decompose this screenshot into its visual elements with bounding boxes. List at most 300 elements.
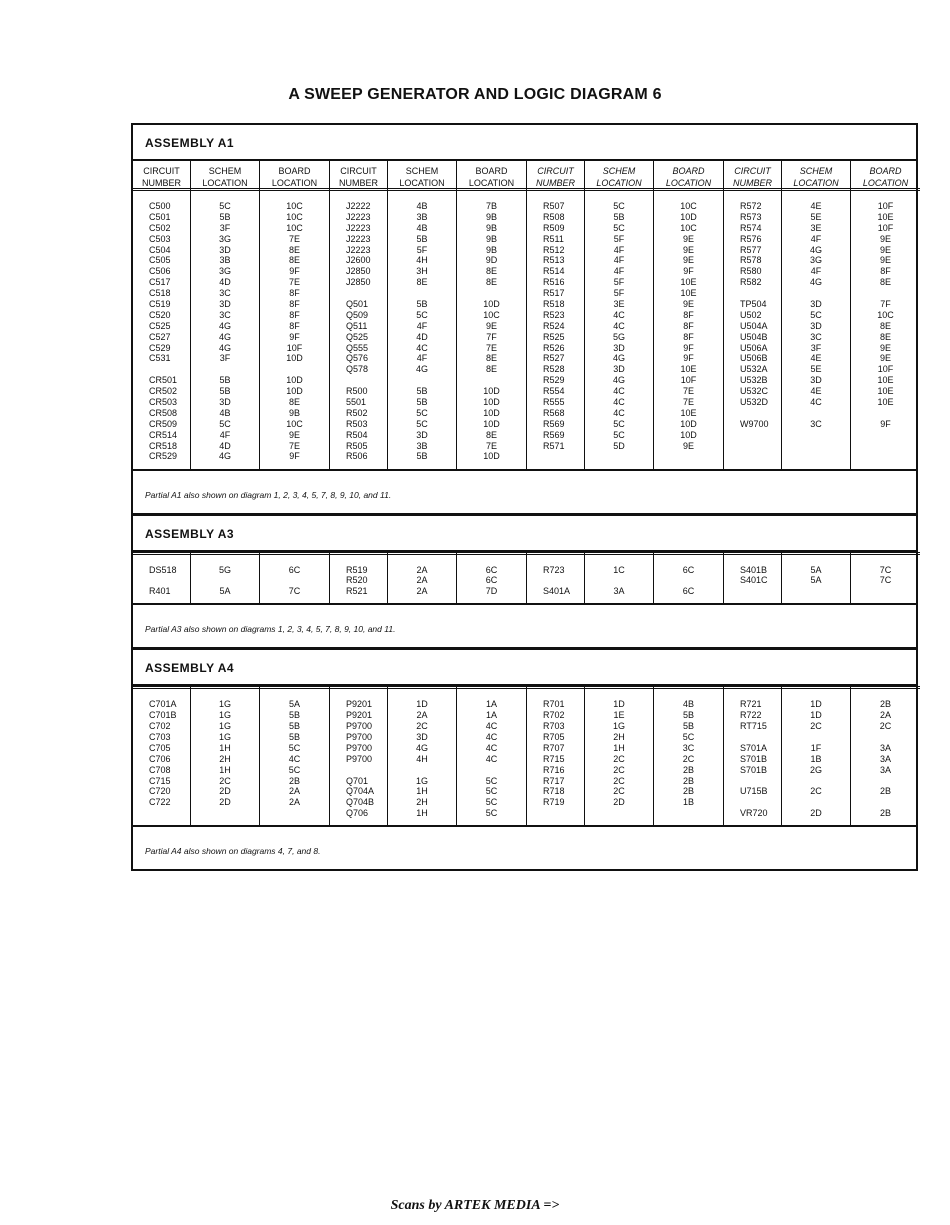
table-cell: 10E [680,277,697,288]
table-cell: 5B [416,397,428,408]
table-cell: C505 [149,255,171,266]
table-cell: 1B [682,797,694,808]
table-cell: 4C [416,342,428,353]
table-cell: 10E [877,386,894,397]
table-cell: 7E [288,440,300,451]
table-cell: 3D [219,299,231,310]
board-column [260,161,329,469]
circuit-column [527,552,585,604]
column-group [133,686,330,825]
table-cell: R572 [740,201,762,211]
table-cell: 5C [613,201,625,211]
table-cell: C500 [149,201,171,211]
table-cell: 7C [879,564,892,575]
table-cell [851,408,920,419]
table-cell: 7C [288,586,301,597]
table-cell [782,776,850,787]
table-cell [585,575,653,586]
table-cell: R528 [543,364,565,375]
table-cell: 10F [877,222,894,233]
page-title: A SWEEP GENERATOR AND LOGIC DIAGRAM 6 [288,86,662,103]
table-cell: 3E [810,222,822,233]
table-cell: R582 [740,277,762,288]
table-cell: S701B [740,753,768,764]
table-cell: 1A [485,699,497,710]
assembly-name: ASSEMBLY A3 [145,526,235,541]
table-cell: R703 [543,721,565,732]
table-cell: J2850 [346,277,371,288]
table-cell: U506A [740,342,768,353]
table-cell [654,575,723,586]
table-cell: CR518 [149,440,178,451]
table-cell: 9B [485,233,497,244]
table-cell: R507 [543,201,565,211]
table-cell: 4G [612,375,625,386]
table-cell: R520 [346,575,368,586]
table-cell: 10D [680,418,697,429]
table-cell: 4F [613,244,625,255]
table-cell: 2A [416,564,428,575]
table-cell: R719 [543,797,565,808]
table-cell: 5B [288,721,300,732]
table-cell: R717 [543,775,565,786]
table-cell: 2B [682,775,694,786]
table-cell: 10D [286,386,303,397]
table-cell: 2B [682,764,694,775]
table-cell: R513 [543,255,565,266]
table-cell: 9F [289,266,300,277]
table-cell: 8F [683,331,694,342]
board-column [260,552,329,604]
table-cell: 9E [682,299,694,310]
scan-credit: Scans by ARTEK MEDIA => [390,1198,560,1213]
table-cell: 7F [486,331,497,342]
table-cell: 4G [218,451,231,462]
table-cell: C720 [149,786,171,797]
table-cell: 1G [218,721,231,732]
board-column [260,686,329,825]
table-cell: 2C [613,775,625,786]
table-cell: 6C [485,575,498,586]
table-cell: 7F [880,299,891,310]
table-cell: U502 [740,309,762,320]
table-cell: 9E [879,342,891,353]
table-cell: R523 [543,309,565,320]
table-cell: J2223 [346,211,371,222]
board-column [457,686,526,825]
circuit-header: CIRCUIT NUMBER [724,161,781,191]
table-cell: 3A [613,586,625,597]
circuit-column [724,686,782,825]
table-cell [260,364,329,375]
table-cell: 10C [286,418,303,429]
table-cell: 8F [683,309,694,320]
table-cell: 5C [485,808,498,819]
table-cell: R718 [543,786,565,797]
table-cell: CR509 [149,418,178,429]
assembly-name: ASSEMBLY A4 [145,661,235,676]
table-cell: 5C [416,418,428,429]
table-cell: C722 [149,797,171,808]
table-cell: 3D [810,320,822,331]
table-cell: 7C [879,575,892,586]
table-cell: R516 [543,277,565,288]
table-cell [191,364,259,375]
table-cell: R576 [740,233,762,244]
table-cell: 9E [879,353,891,364]
table-cell: 1G [218,731,231,742]
table-cell: 10D [483,418,500,429]
table-cell: 4C [288,753,301,764]
table-cell: 9E [485,320,497,331]
table-cell: 2G [809,764,822,775]
table-cell: 2C [219,775,231,786]
table-cell: R521 [346,586,368,597]
table-cell: 3G [218,266,231,277]
table-cell: 4C [810,397,822,408]
table-cell: 3B [219,255,231,266]
table-cell: 2A [288,797,300,808]
table-cell: 4B [682,699,694,710]
table-cell: 4C [613,309,625,320]
table-cell: 3D [416,731,428,742]
table-cell: 2D [613,797,625,808]
table-cell: U532B [740,375,768,386]
table-cell: R716 [543,764,565,775]
circuit-header: CIRCUIT NUMBER [527,161,584,191]
board-header: BOARD LOCATION [654,161,723,191]
table-cell: 2C [613,786,625,797]
table-cell: 4C [485,731,498,742]
schem-column [191,161,260,469]
column-group [330,552,527,604]
table-cell: R555 [543,397,565,408]
table-cell: 9E [879,233,891,244]
table-cell [782,732,850,743]
table-cell: 1D [810,710,822,721]
table-cell: 4B [219,407,231,418]
table-cell: R518 [543,299,565,310]
table-cell: C708 [149,764,171,775]
table-cell: VR720 [740,808,768,819]
table-cell: 2A [416,575,428,586]
assembly-note: Partial A4 also shown on diagrams 4, 7, and 8. [145,846,321,857]
table-cell: 9E [879,255,891,266]
table-cell: 4F [613,266,625,277]
table-cell: 1C [613,564,625,575]
table-cell: 10E [680,364,697,375]
schem-header: SCHEM LOCATION [191,161,259,191]
table-cell: 8E [879,331,891,342]
table-cell: 3E [613,299,625,310]
circuit-column [330,552,388,604]
table-cell: 2B [682,786,694,797]
table-cell: Q509 [346,309,369,320]
table-cell: 4C [485,721,498,732]
table-cell: 5B [219,386,231,397]
table-cell: 1H [219,764,231,775]
table-cell: 10D [680,429,697,440]
table-cell: 5C [219,418,231,429]
table-cell: 10D [483,386,500,397]
table-cell [388,765,456,776]
board-header: BOARD LOCATION [457,161,526,191]
table-cell: J2223 [346,244,371,255]
column-group [527,161,724,469]
table-cell: 5C [416,309,428,320]
table-cell: C527 [149,331,171,342]
table-cell: 5C [613,418,625,429]
table-cell: 4F [416,320,428,331]
table-cell: 2H [219,753,231,764]
table-cell: 9B [485,222,497,233]
table-cell: CR502 [149,386,178,397]
table-cell: 3C [219,309,231,320]
table-cell: R721 [740,699,762,710]
table-cell: R578 [740,255,762,266]
table-cell: 4G [415,742,428,753]
table-cell: R702 [543,710,565,721]
table-cell: R554 [543,386,565,397]
table-cell: 5C [485,786,498,797]
table-cell: 8F [289,288,300,299]
table-cell: 2C [613,764,625,775]
table-cell: 5F [613,277,625,288]
table-cell: 1B [810,753,822,764]
table-cell: 7B [485,201,497,211]
table-cell: 3G [809,255,822,266]
table-cell: 8E [485,266,497,277]
table-cell: 3A [879,753,891,764]
table-cell: 4E [810,201,822,211]
table-cell: R509 [543,222,565,233]
table-cell: R519 [346,564,368,575]
table-cell: C504 [149,244,171,255]
table-cell: 1G [612,721,625,732]
table-cell: R512 [543,244,565,255]
table-cell: 5A [810,564,822,575]
table-cell: 8E [485,353,497,364]
table-cell: 2H [416,797,428,808]
table-cell: 10D [680,211,697,222]
board-column [457,161,526,469]
table-cell: 5C [613,429,625,440]
schem-header: SCHEM LOCATION [388,161,456,191]
table-cell [149,575,190,586]
table-cell: 3D [613,342,625,353]
table-cell: 5C [288,742,301,753]
table-cell: R529 [543,375,565,386]
table-cell [782,408,850,419]
table-cell: 1H [416,808,428,819]
table-cell: 2B [288,775,300,786]
board-column [851,686,920,825]
table-cell: 10D [483,407,500,418]
table-cell: Q555 [346,342,369,353]
table-cell: 3C [682,742,695,753]
table-cell: 7D [485,586,498,597]
assembly-heading [133,516,916,552]
table-cell: 4D [416,331,428,342]
table-cell: R574 [740,222,762,233]
table-cell: CR501 [149,375,178,386]
table-cell: C517 [149,277,171,288]
table-cell: 8E [288,244,300,255]
table-cell: U506B [740,353,768,364]
board-column [654,161,723,469]
circuit-column [133,686,191,825]
table-cell: 8E [288,255,300,266]
table-cell: 5F [613,233,625,244]
table-cell: P9201 [346,699,373,710]
table-cell: Q501 [346,299,369,310]
table-cell: C503 [149,233,171,244]
table-cell: 5A [219,586,231,597]
table-cell: 10F [680,375,697,386]
table-cell: 2A [879,710,891,721]
table-cell: R707 [543,742,565,753]
table-cell: 10F [877,364,894,375]
schem-column [782,686,851,825]
column-group [527,552,724,604]
table-cell: C529 [149,342,171,353]
table-cell: 10C [286,201,303,211]
table-cell [149,364,190,375]
table-cell: R511 [543,233,564,244]
table-cell [260,575,329,586]
table-cell: 4C [613,397,625,408]
table-cell: R526 [543,342,565,353]
table-cell: R524 [543,320,565,331]
table-cell: 1H [416,786,428,797]
table-cell: 5C [613,222,625,233]
table-cell: 8E [485,429,497,440]
table-cell: 9B [485,244,497,255]
board-column [457,552,526,604]
table-cell: 5B [416,386,428,397]
table-cell: 2C [810,786,822,797]
schem-column [585,161,654,469]
table-cell: 5B [416,233,428,244]
table-cell: 10E [680,407,697,418]
column-group [133,552,330,604]
table-cell: W9700 [740,418,769,429]
table-cell: 9B [485,211,497,222]
table-cell: U504B [740,331,768,342]
table-cell: 3G [218,233,231,244]
table-cell: 2C [879,721,892,732]
table-cell: R715 [543,753,565,764]
table-cell: 5G [218,564,231,575]
table-cell: Q576 [346,353,369,364]
assembly-name: ASSEMBLY A1 [145,136,235,150]
table-cell [388,288,456,299]
table-cell: CR514 [149,429,178,440]
table-cell: 8E [485,277,497,288]
table-cell: C519 [149,299,171,310]
table-cell: 3F [219,353,231,364]
table-cell: 3F [219,222,231,233]
table-cell: 2B [879,699,891,710]
table-cell: 4C [485,742,498,753]
assembly-note: Partial A3 also shown on diagrams 1, 2, 3, 4, 5, 7, 8, 9, 10, and 11. [145,624,396,635]
table-cell: 7E [288,233,300,244]
table-cell: 5B [219,375,231,386]
table-cell: 4C [613,407,625,418]
assembly-section [133,513,916,648]
board-column [851,161,920,469]
table-cell: S401C [740,575,768,586]
table-cell: R525 [543,331,565,342]
table-cell: 2D [810,808,822,819]
table-cell: P9700 [346,753,373,764]
table-cell: 8E [879,277,891,288]
table-cell [346,288,387,299]
table-cell: 10E [877,211,894,222]
table-cell: R514 [543,266,565,277]
table-cell [851,732,920,743]
board-column [654,552,723,604]
table-cell: Q704A [346,786,375,797]
table-cell: C518 [149,288,171,299]
table-cell: 6C [682,586,695,597]
assembly-section [133,125,916,513]
board-column [654,686,723,825]
table-cell: 10D [483,451,500,462]
table-cell: 4F [810,233,822,244]
table-cell: C501 [149,211,171,222]
table-cell: 8F [289,320,300,331]
table-cell: 3B [416,211,428,222]
table-cell [191,575,259,586]
table-cell: R500 [346,386,368,397]
table-cell [346,765,387,776]
table-cell: C531 [149,353,171,364]
table-cell: 1E [613,710,625,721]
table-cell: C520 [149,309,171,320]
table-cell: 9F [683,266,694,277]
table-cell: 4G [809,244,822,255]
schem-column [388,161,457,469]
table-cell: P9700 [346,721,373,732]
table-cell: 3D [416,429,428,440]
table-cell: 1A [485,710,497,721]
table-cell: 9F [289,451,300,462]
board-header: BOARD LOCATION [260,161,329,191]
table-cell: R569 [543,418,565,429]
column-group [330,161,527,469]
table-cell: C701B [149,710,177,721]
table-cell: 4F [219,429,231,440]
table-cell: 4G [218,331,231,342]
column-group [724,161,920,469]
table-cell: 8E [416,277,428,288]
table-cell [851,776,920,787]
table-cell: C702 [149,721,171,732]
table-cell: 4E [810,386,822,397]
table-cell: 1F [810,742,822,753]
table-cell: 4G [218,342,231,353]
table-cell: R527 [543,353,565,364]
table-cell: 1G [218,710,231,721]
table-cell: 9B [288,407,300,418]
table-cell: R722 [740,710,762,721]
table-cell: TP504 [740,299,767,310]
table-cell: 5C [219,201,231,211]
table-cell: 3A [879,764,891,775]
schem-column [191,552,260,604]
table-cell: 4C [613,386,625,397]
